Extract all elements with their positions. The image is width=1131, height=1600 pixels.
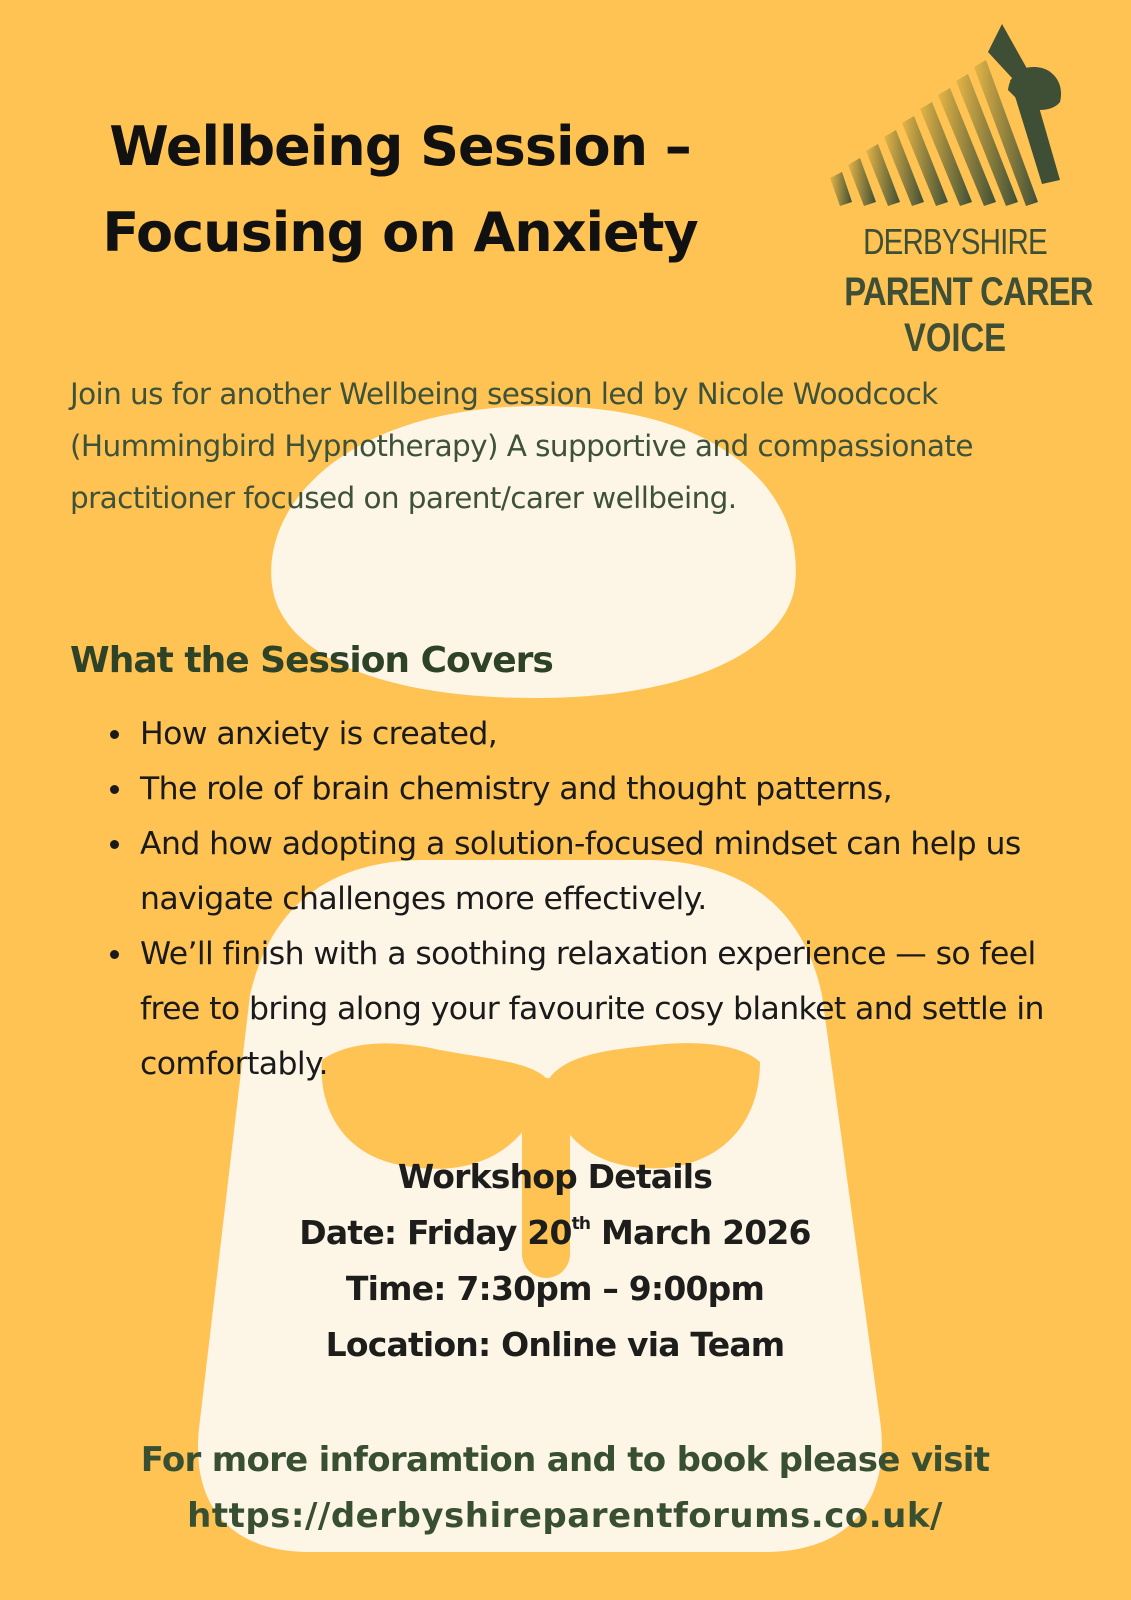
workshop-details	[200, 1149, 910, 1373]
list-item-text: And how adopting a solution-focused mindset can help us navigate challenges more effectively.	[140, 826, 1021, 917]
details-time: Time: 7:30pm – 9:00pm	[345, 1269, 765, 1308]
list-item	[70, 817, 1100, 927]
date-suffix: March 2026	[590, 1213, 811, 1252]
details-heading: Workshop Details	[397, 1157, 713, 1196]
details-location: Location: Online via Team	[325, 1325, 785, 1364]
covers-list	[70, 707, 1100, 1092]
organization-logo	[820, 20, 1093, 360]
logo-text-line-3: VOICE	[903, 316, 1007, 360]
logo-text-line-1: DERBYSHIRE	[863, 221, 1047, 262]
booking-text: For more inforamtion and to book please visit	[140, 1440, 990, 1480]
date-prefix: Date: Friday 20	[299, 1213, 572, 1252]
list-item-text: The role of brain chemistry and thought patterns,	[140, 771, 893, 807]
harp-stripes-logo-icon	[820, 20, 1090, 220]
intro-paragraph: Join us for another Wellbeing session led by Nicole Woodcock (Hummingbird Hypnotherapy) A supportive and compassionate practitioner focused on parent/carer wellbeing.	[70, 377, 973, 515]
title-line-2: Focusing on Anxiety	[102, 201, 698, 264]
booking-footer	[40, 1432, 1090, 1544]
page-title	[70, 104, 730, 276]
bullet-dot	[110, 840, 119, 849]
bullet-dot	[110, 785, 119, 794]
bullet-dot	[110, 730, 119, 739]
list-item	[70, 762, 1100, 817]
covers-heading: What the Session Covers	[70, 640, 553, 681]
list-item-text: We’ll finish with a soothing relaxation experience — so feel free to bring along your favourite cosy blanket and settle in comfortably.	[140, 936, 1044, 1082]
title-line-1: Wellbeing Session –	[109, 115, 691, 178]
date-ordinal-suffix: th	[571, 1214, 591, 1234]
list-item-text: How anxiety is created,	[140, 716, 498, 752]
list-item	[70, 707, 1100, 762]
logo-text-line-2: PARENT CARER	[844, 270, 1093, 314]
list-item	[70, 927, 1100, 1092]
bullet-dot	[110, 950, 119, 959]
booking-link[interactable]: https://derbyshireparentforums.co.uk/	[187, 1496, 943, 1536]
details-date	[200, 1205, 910, 1261]
